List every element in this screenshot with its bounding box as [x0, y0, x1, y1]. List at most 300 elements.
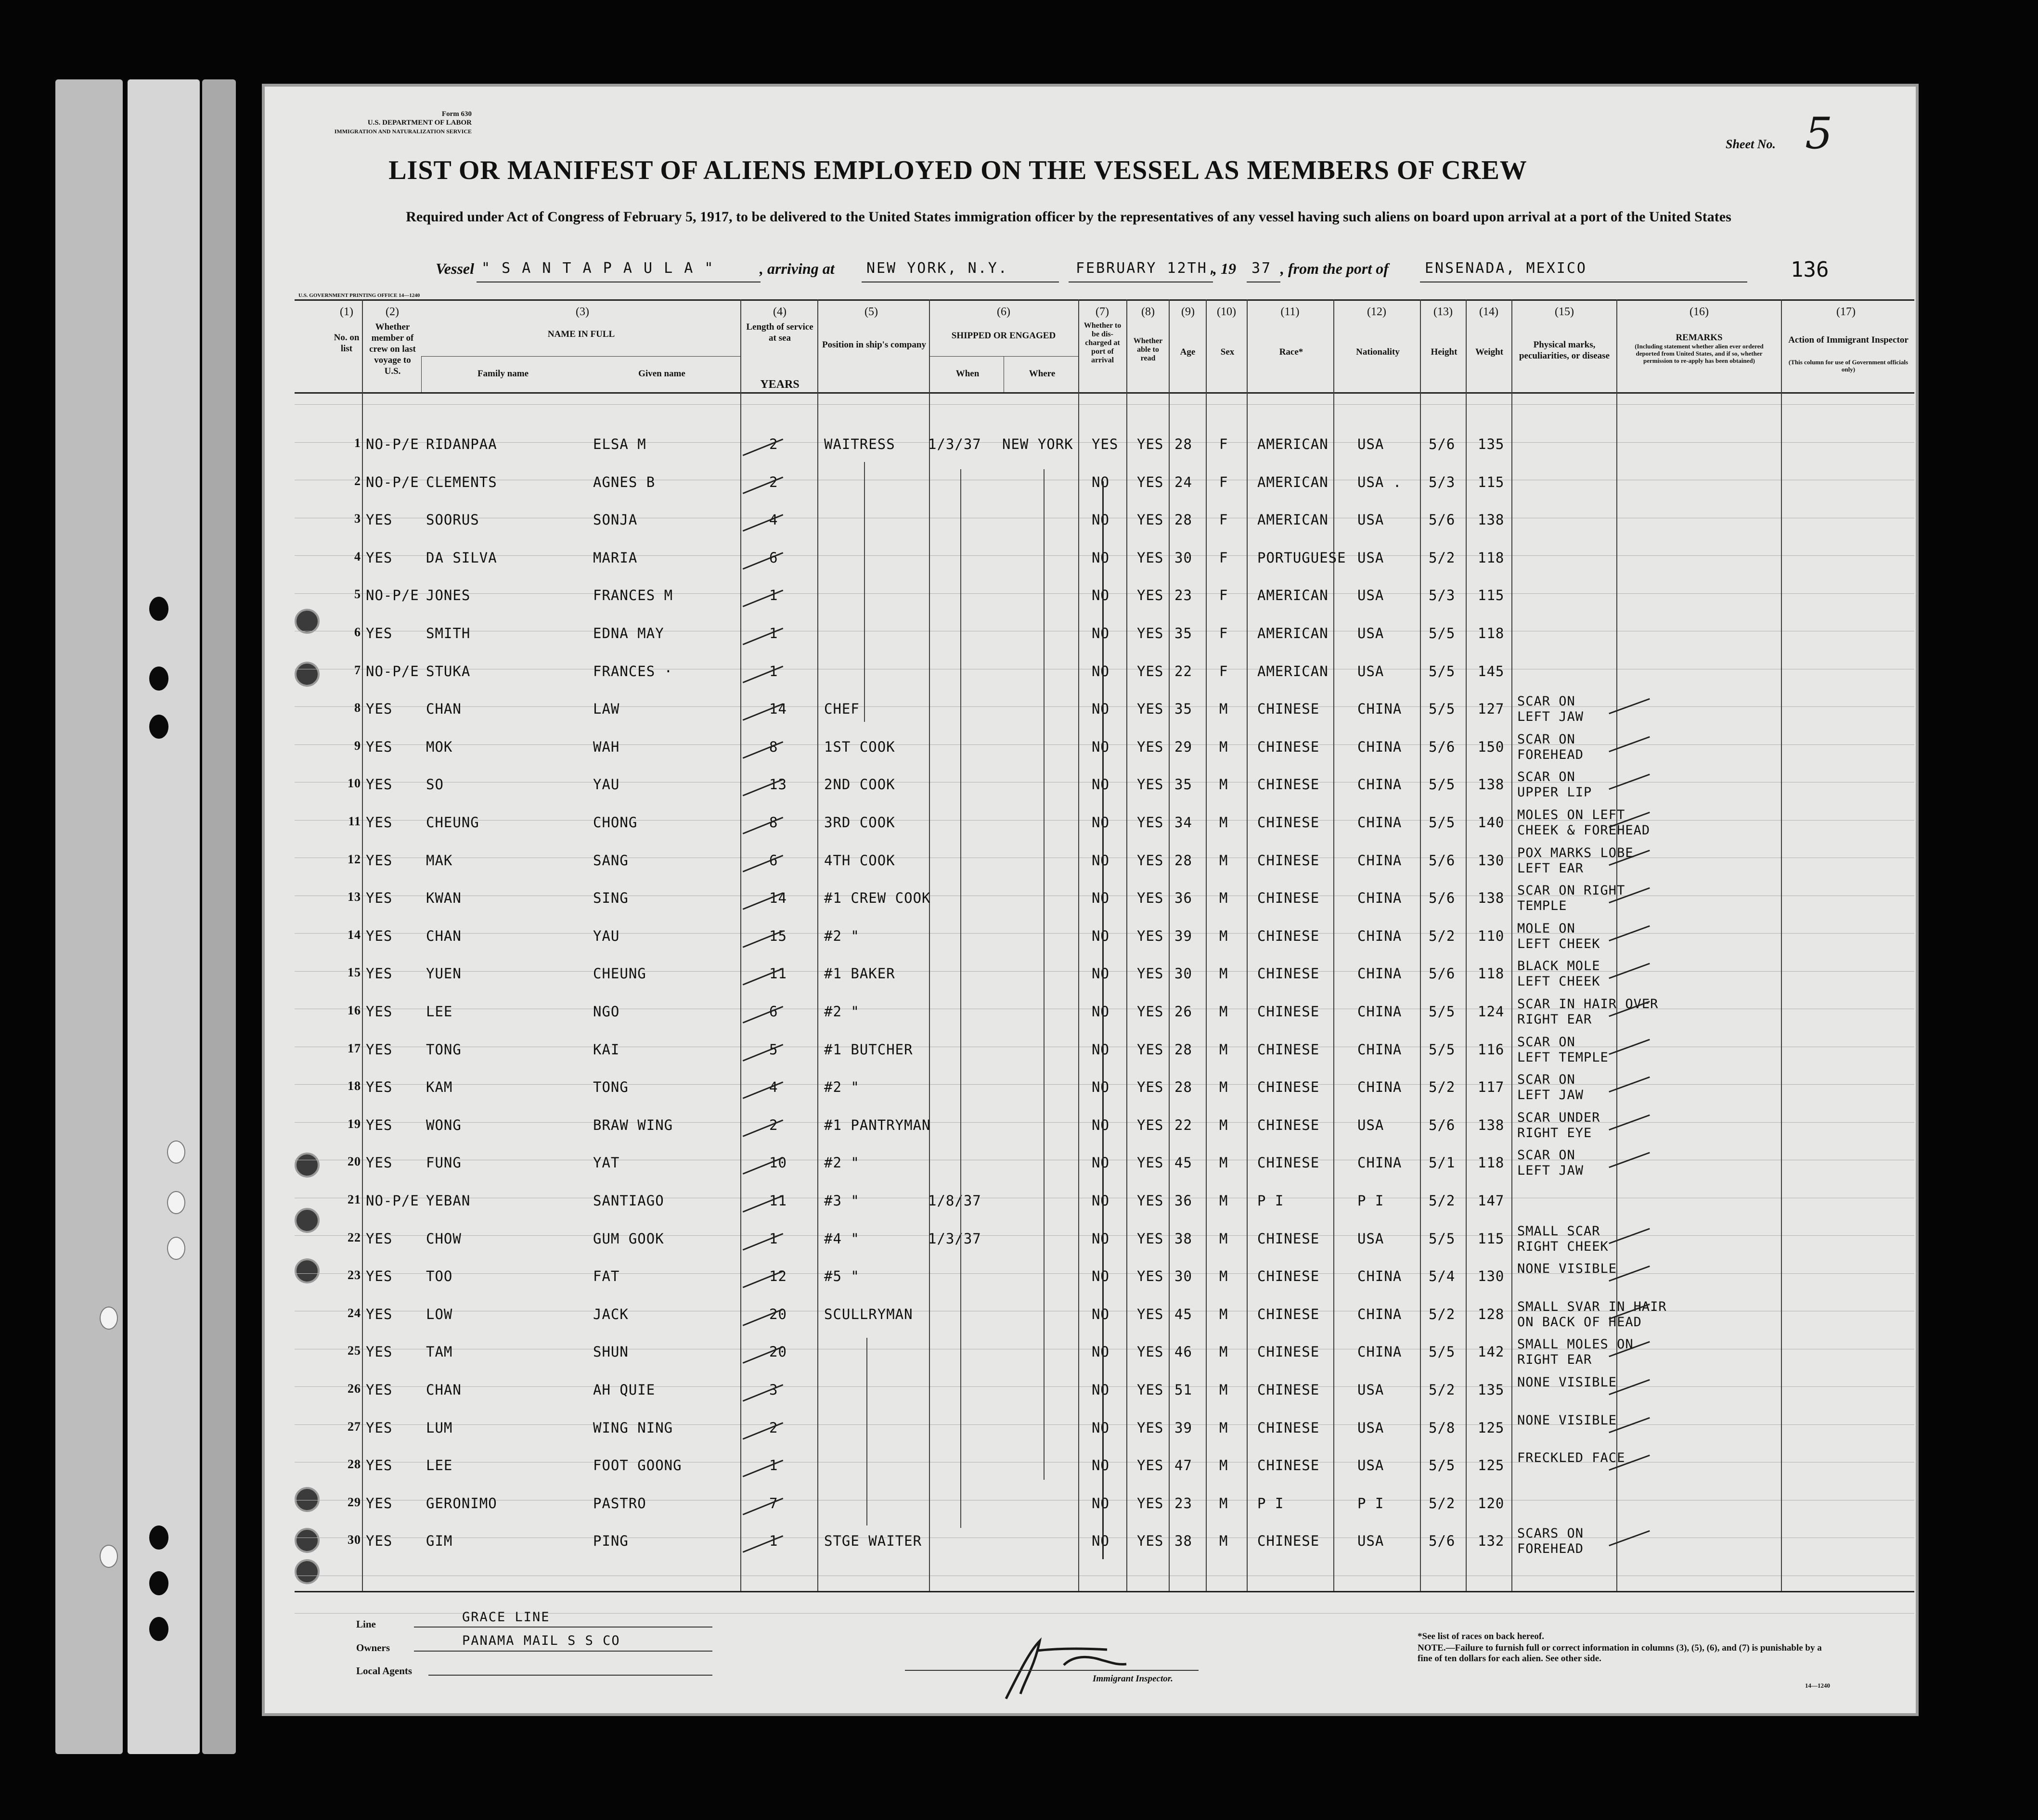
cell-row-number: 20 [348, 1154, 361, 1169]
line-value: GRACE LINE [462, 1610, 550, 1625]
cell-age: 45 [1174, 1154, 1192, 1171]
penalty-note: NOTE.—Failure to furnish full or correct information in columns (3), (5), (6), and (7) is punishable by a fine of ten dollars for each alien. See other side. [1418, 1643, 1822, 1664]
cell-nationality: USA [1357, 1116, 1384, 1133]
cell-member-last-voyage: NO-P/E [366, 587, 419, 604]
table-row [0, 845, 2038, 890]
table-row [0, 921, 2038, 965]
cell-race: P I [1257, 1192, 1284, 1209]
cell-weight: 115 [1478, 587, 1505, 604]
cell-years-at-sea: 8 [769, 738, 778, 755]
cell-height: 5/2 [1429, 1192, 1456, 1209]
cell-nationality: CHINA [1357, 814, 1402, 831]
cell-age: 24 [1174, 474, 1192, 490]
cell-height: 5/2 [1429, 927, 1456, 944]
cell-position: #2 " [824, 1079, 860, 1096]
cell-years-at-sea: 3 [769, 1382, 778, 1398]
cell-member-last-voyage: YES [366, 1419, 393, 1436]
cell-discharged: NO [1092, 1457, 1109, 1474]
header-age: Age [1180, 347, 1196, 357]
cell-sex: M [1219, 1268, 1228, 1285]
cell-weight: 125 [1478, 1419, 1505, 1436]
cell-discharged: NO [1092, 587, 1109, 604]
cell-height: 5/5 [1429, 663, 1456, 679]
cell-years-at-sea: 1 [769, 1457, 778, 1474]
cell-years-at-sea: 2 [769, 474, 778, 490]
cell-age: 45 [1174, 1306, 1192, 1322]
cell-nationality: CHINA [1357, 1344, 1402, 1360]
cell-age: 35 [1174, 776, 1192, 793]
cell-discharged: NO [1092, 625, 1109, 641]
header-position: Position in ship's company [822, 340, 926, 350]
cell-row-number: 28 [348, 1457, 361, 1472]
table-row [0, 512, 2038, 549]
year-prefix: , 19 [1213, 260, 1236, 277]
arrival-year: 37 [1251, 260, 1272, 277]
cell-family-name: TAM [426, 1344, 453, 1360]
cell-physical-marks: SCAR IN HAIR OVER RIGHT EAR [1517, 997, 1659, 1027]
cell-race: CHINESE [1257, 1533, 1320, 1550]
cell-years-at-sea: 10 [769, 1154, 787, 1171]
header-race: Race* [1279, 347, 1303, 357]
col-num-3: (3) [576, 306, 589, 318]
cell-age: 39 [1174, 927, 1192, 944]
cell-height: 5/2 [1429, 1382, 1456, 1398]
cell-discharged: NO [1092, 1230, 1109, 1247]
cell-weight: 110 [1478, 927, 1505, 944]
cell-able-to-read: YES [1137, 1041, 1164, 1058]
cell-race: CHINESE [1257, 1344, 1320, 1360]
cell-nationality: USA [1357, 1533, 1384, 1550]
cell-family-name: MOK [426, 738, 453, 755]
arriving-label: , arriving at [760, 260, 835, 277]
cell-physical-marks: SMALL MOLES ON RIGHT EAR [1517, 1337, 1634, 1368]
cell-family-name: STUKA [426, 663, 471, 679]
cell-row-number: 24 [348, 1306, 361, 1320]
cell-height: 5/5 [1429, 1041, 1456, 1058]
cell-weight: 140 [1478, 814, 1505, 831]
cell-years-at-sea: 2 [769, 1116, 778, 1133]
cell-weight: 115 [1478, 474, 1505, 490]
cell-age: 30 [1174, 549, 1192, 566]
cell-nationality: USA [1357, 1419, 1384, 1436]
cell-nationality: CHINA [1357, 701, 1402, 718]
cell-age: 22 [1174, 663, 1192, 679]
line-label: Line [356, 1618, 376, 1630]
cell-position: #1 CREW COOK [824, 890, 931, 907]
col-num-17: (17) [1836, 306, 1856, 318]
cell-discharged: NO [1092, 1192, 1109, 1209]
cell-nationality: CHINA [1357, 738, 1402, 755]
cell-member-last-voyage: NO-P/E [366, 1192, 419, 1209]
cell-family-name: KAM [426, 1079, 453, 1096]
cell-member-last-voyage: YES [366, 512, 393, 528]
cell-nationality: CHINA [1357, 927, 1402, 944]
col-num-9: (9) [1181, 306, 1195, 318]
cell-sex: M [1219, 701, 1228, 718]
cell-age: 46 [1174, 1344, 1192, 1360]
cell-weight: 135 [1478, 436, 1505, 452]
cell-weight: 128 [1478, 1306, 1505, 1322]
cell-weight: 120 [1478, 1495, 1505, 1512]
col-num-16: (16) [1690, 306, 1709, 318]
cell-weight: 138 [1478, 1116, 1505, 1133]
cell-row-number: 1 [354, 436, 361, 450]
cell-years-at-sea: 14 [769, 890, 787, 907]
cell-row-number: 23 [348, 1268, 361, 1282]
cell-years-at-sea: 1 [769, 1533, 778, 1550]
cell-sex: M [1219, 776, 1228, 793]
cell-family-name: DA SILVA [426, 549, 497, 566]
cell-position: CHEF [824, 701, 860, 718]
printer-mark: U.S. GOVERNMENT PRINTING OFFICE 14—1240 [298, 293, 420, 298]
cell-sex: F [1219, 512, 1228, 528]
local-agents-label: Local Agents [356, 1665, 413, 1677]
header-able-read: Whether able to read [1133, 337, 1163, 362]
cell-discharged: NO [1092, 1041, 1109, 1058]
header-action: Action of Immigrant Inspector [1788, 335, 1909, 345]
cell-able-to-read: YES [1137, 776, 1164, 793]
cell-shipped-where: NEW YORK [1002, 436, 1073, 452]
table-row [0, 731, 2038, 776]
cell-height: 5/5 [1429, 1003, 1456, 1020]
cell-position: 4TH COOK [824, 852, 895, 869]
cell-row-number: 10 [348, 776, 361, 791]
cell-able-to-read: YES [1137, 512, 1164, 528]
cell-sex: M [1219, 927, 1228, 944]
cell-race: CHINESE [1257, 965, 1320, 982]
sheet-number: 5 [1805, 108, 1833, 159]
cell-sex: F [1219, 663, 1228, 679]
cell-given-name: TONG [593, 1079, 629, 1096]
cell-member-last-voyage: YES [366, 852, 393, 869]
cell-discharged: NO [1092, 1306, 1109, 1322]
cell-age: 23 [1174, 1495, 1192, 1512]
cell-sex: M [1219, 1116, 1228, 1133]
cell-given-name: SANG [593, 852, 629, 869]
cell-member-last-voyage: YES [366, 549, 393, 566]
page-title: LIST OR MANIFEST OF ALIENS EMPLOYED ON THE VESSEL AS MEMBERS OF CREW [388, 155, 1527, 185]
cell-sex: M [1219, 1419, 1228, 1436]
cell-family-name: CHAN [426, 1382, 462, 1398]
cell-given-name: SHUN [593, 1344, 629, 1360]
cell-able-to-read: YES [1137, 1268, 1164, 1285]
cell-race: CHINESE [1257, 1457, 1320, 1474]
cell-discharged: NO [1092, 1344, 1109, 1360]
cell-race: CHINESE [1257, 1003, 1320, 1020]
table-row [0, 587, 2038, 625]
cell-given-name: FRANCES M [593, 587, 673, 604]
cell-given-name: AH QUIE [593, 1382, 656, 1398]
cell-nationality: CHINA [1357, 1268, 1402, 1285]
cell-discharged: NO [1092, 474, 1109, 490]
cell-years-at-sea: 15 [769, 927, 787, 944]
cell-years-at-sea: 6 [769, 549, 778, 566]
cell-given-name: SANTIAGO [593, 1192, 664, 1209]
cell-nationality: CHINA [1357, 776, 1402, 793]
cell-family-name: SOORUS [426, 512, 479, 528]
cell-position: #1 BUTCHER [824, 1041, 913, 1058]
cell-sex: F [1219, 549, 1228, 566]
cell-member-last-voyage: YES [366, 890, 393, 907]
cell-given-name: GUM GOOK [593, 1230, 664, 1247]
cell-weight: 118 [1478, 1154, 1505, 1171]
cell-discharged: NO [1092, 852, 1109, 869]
table-row [0, 436, 2038, 474]
cell-height: 5/6 [1429, 1533, 1456, 1550]
table-row [0, 1526, 2038, 1570]
owners-label: Owners [356, 1642, 390, 1653]
cell-given-name: JACK [593, 1306, 629, 1322]
cell-sex: M [1219, 1457, 1228, 1474]
header-years: YEARS [760, 378, 800, 391]
cell-age: 35 [1174, 701, 1192, 718]
cell-family-name: LEE [426, 1003, 453, 1020]
header-discharged: Whether to be dis-charged at port of arrival [1083, 321, 1122, 364]
table-row [0, 1261, 2038, 1306]
cell-able-to-read: YES [1137, 1533, 1164, 1550]
col-num-6: (6) [997, 306, 1010, 318]
cell-weight: 142 [1478, 1344, 1505, 1360]
cell-race: CHINESE [1257, 1230, 1320, 1247]
cell-row-number: 7 [354, 663, 361, 677]
cell-sex: M [1219, 1306, 1228, 1322]
cell-row-number: 30 [348, 1533, 361, 1547]
cell-height: 5/5 [1429, 814, 1456, 831]
cell-sex: F [1219, 587, 1228, 604]
cell-race: AMERICAN [1257, 587, 1329, 604]
header-nationality: Nationality [1356, 347, 1400, 357]
table-row [0, 769, 2038, 814]
cell-height: 5/3 [1429, 474, 1456, 490]
header-where: Where [1029, 369, 1056, 379]
cell-discharged: NO [1092, 814, 1109, 831]
cell-physical-marks: SCAR ON LEFT JAW [1517, 1148, 1584, 1179]
cell-age: 28 [1174, 852, 1192, 869]
cell-race: CHINESE [1257, 890, 1320, 907]
cell-weight: 147 [1478, 1192, 1505, 1209]
cell-discharged: NO [1092, 512, 1109, 528]
cell-discharged: NO [1092, 776, 1109, 793]
cell-given-name: WING NING [593, 1419, 673, 1436]
cell-discharged: NO [1092, 549, 1109, 566]
cell-years-at-sea: 6 [769, 852, 778, 869]
cell-age: 30 [1174, 1268, 1192, 1285]
cell-physical-marks: SMALL SVAR IN HAIR ON BACK OF HEAD [1517, 1299, 1667, 1330]
cell-nationality: CHINA [1357, 852, 1402, 869]
table-row [0, 694, 2038, 738]
cell-family-name: SO [426, 776, 444, 793]
cell-row-number: 13 [348, 890, 361, 904]
header-shipped-engaged: SHIPPED OR ENGAGED [951, 331, 1056, 341]
cell-height: 5/6 [1429, 965, 1456, 982]
cell-height: 5/5 [1429, 776, 1456, 793]
cell-given-name: FAT [593, 1268, 620, 1285]
table-row [0, 959, 2038, 1003]
cell-years-at-sea: 2 [769, 1419, 778, 1436]
cell-discharged: NO [1092, 1079, 1109, 1096]
header-action-sub: (This column for use of Government officials only) [1788, 359, 1909, 373]
cell-weight: 132 [1478, 1533, 1505, 1550]
cell-given-name: WAH [593, 738, 620, 755]
cell-age: 30 [1174, 965, 1192, 982]
header-physical-marks: Physical marks, peculiarities, or disease [1519, 340, 1610, 361]
cell-age: 39 [1174, 1419, 1192, 1436]
col-num-2: (2) [386, 306, 399, 318]
cell-sex: F [1219, 625, 1228, 641]
header-remarks: REMARKS [1676, 333, 1723, 343]
cell-family-name: CHAN [426, 701, 462, 718]
cell-nationality: USA [1357, 436, 1384, 452]
cell-nationality: CHINA [1357, 1154, 1402, 1171]
cell-weight: 124 [1478, 1003, 1505, 1020]
cell-years-at-sea: 8 [769, 814, 778, 831]
cell-given-name: CHEUNG [593, 965, 646, 982]
table-row [0, 1375, 2038, 1419]
cell-nationality: USA [1357, 1230, 1384, 1247]
cell-able-to-read: YES [1137, 1230, 1164, 1247]
table-row [0, 625, 2038, 663]
cell-race: AMERICAN [1257, 512, 1329, 528]
cell-able-to-read: YES [1137, 436, 1164, 452]
cell-weight: 115 [1478, 1230, 1505, 1247]
cell-weight: 138 [1478, 776, 1505, 793]
cell-physical-marks: SCAR ON LEFT JAW [1517, 694, 1584, 725]
cell-years-at-sea: 14 [769, 701, 787, 718]
cell-physical-marks: NONE VISIBLE [1517, 1261, 1617, 1277]
cell-race: CHINESE [1257, 1079, 1320, 1096]
cell-family-name: RIDANPAA [426, 436, 497, 452]
cell-sex: M [1219, 1382, 1228, 1398]
cell-years-at-sea: 5 [769, 1041, 778, 1058]
cell-row-number: 15 [348, 965, 361, 980]
cell-discharged: NO [1092, 965, 1109, 982]
cell-nationality: CHINA [1357, 1003, 1402, 1020]
cell-row-number: 2 [354, 474, 361, 488]
cell-weight: 118 [1478, 625, 1505, 641]
cell-age: 47 [1174, 1457, 1192, 1474]
table-row [0, 1192, 2038, 1230]
cell-nationality: USA [1357, 625, 1384, 641]
cell-height: 5/6 [1429, 1116, 1456, 1133]
cell-years-at-sea: 1 [769, 663, 778, 679]
cell-given-name: YAT [593, 1154, 620, 1171]
cell-able-to-read: YES [1137, 1495, 1164, 1512]
cell-physical-marks: NONE VISIBLE [1517, 1375, 1617, 1390]
cell-years-at-sea: 1 [769, 625, 778, 641]
cell-sex: F [1219, 474, 1228, 490]
cell-family-name: GIM [426, 1533, 453, 1550]
cell-age: 51 [1174, 1382, 1192, 1398]
cell-able-to-read: YES [1137, 663, 1164, 679]
cell-physical-marks: SCAR ON UPPER LIP [1517, 769, 1592, 800]
cell-age: 36 [1174, 1192, 1192, 1209]
cell-weight: 118 [1478, 965, 1505, 982]
cell-discharged: NO [1092, 1419, 1109, 1436]
header-no-on-list: No. on list [334, 333, 360, 354]
cell-given-name: YAU [593, 776, 620, 793]
cell-years-at-sea: 6 [769, 1003, 778, 1020]
cell-family-name: LEE [426, 1457, 453, 1474]
cell-discharged: NO [1092, 927, 1109, 944]
header-sex: Sex [1220, 347, 1235, 357]
cell-physical-marks: BLACK MOLE LEFT CHEEK [1517, 959, 1600, 989]
cell-row-number: 16 [348, 1003, 361, 1017]
cell-age: 28 [1174, 512, 1192, 528]
cell-nationality: USA [1357, 549, 1384, 566]
cell-age: 38 [1174, 1230, 1192, 1247]
cell-physical-marks: SCARS ON FOREHEAD [1517, 1526, 1584, 1557]
cell-position: #1 PANTRYMAN [824, 1116, 931, 1133]
cell-race: PORTUGUESE [1257, 549, 1346, 566]
cell-row-number: 8 [354, 701, 361, 715]
cell-years-at-sea: 4 [769, 1079, 778, 1096]
cell-given-name: AGNES B [593, 474, 656, 490]
cell-shipped-when: 1/8/37 [928, 1192, 981, 1209]
cell-years-at-sea: 12 [769, 1268, 787, 1285]
cell-discharged: NO [1092, 1003, 1109, 1020]
cell-family-name: YEBAN [426, 1192, 471, 1209]
cell-given-name: CHONG [593, 814, 638, 831]
table-row [0, 997, 2038, 1041]
vessel-name: " S A N T A P A U L A " [481, 260, 715, 277]
table-row [0, 1148, 2038, 1192]
cell-nationality: USA [1357, 1457, 1384, 1474]
cell-sex: M [1219, 1154, 1228, 1171]
cell-sex: M [1219, 1533, 1228, 1550]
cell-row-number: 25 [348, 1344, 361, 1358]
cell-years-at-sea: 11 [769, 1192, 787, 1209]
cell-row-number: 12 [348, 852, 361, 866]
cell-weight: 116 [1478, 1041, 1505, 1058]
cell-given-name: SING [593, 890, 629, 907]
cell-able-to-read: YES [1137, 852, 1164, 869]
table-row [0, 1299, 2038, 1344]
cell-family-name: CHEUNG [426, 814, 479, 831]
cell-race: CHINESE [1257, 1116, 1320, 1133]
cell-sex: M [1219, 1344, 1228, 1360]
cell-family-name: TOO [426, 1268, 453, 1285]
cell-nationality: CHINA [1357, 1079, 1402, 1096]
cell-given-name: NGO [593, 1003, 620, 1020]
cell-position: WAITRESS [824, 436, 895, 452]
cell-race: AMERICAN [1257, 625, 1329, 641]
cell-nationality: CHINA [1357, 1041, 1402, 1058]
cell-height: 5/5 [1429, 625, 1456, 641]
cell-member-last-voyage: YES [366, 738, 393, 755]
cell-height: 5/6 [1429, 512, 1456, 528]
inspector-signature [992, 1622, 1155, 1708]
cell-weight: 138 [1478, 890, 1505, 907]
cell-member-last-voyage: YES [366, 1230, 393, 1247]
cell-height: 5/6 [1429, 738, 1456, 755]
cell-height: 5/2 [1429, 1495, 1456, 1512]
owners-value: PANAMA MAIL S S CO [462, 1633, 620, 1648]
cell-able-to-read: YES [1137, 1192, 1164, 1209]
cell-age: 28 [1174, 436, 1192, 452]
cell-able-to-read: YES [1137, 474, 1164, 490]
header-weight: Weight [1475, 347, 1504, 357]
cell-member-last-voyage: YES [366, 1495, 393, 1512]
cell-height: 5/2 [1429, 1079, 1456, 1096]
cell-given-name: PASTRO [593, 1495, 646, 1512]
races-note: *See list of races on back hereof. [1418, 1631, 1544, 1641]
cell-nationality: USA [1357, 1382, 1384, 1398]
cell-age: 38 [1174, 1533, 1192, 1550]
cell-age: 28 [1174, 1079, 1192, 1096]
cell-position: #4 " [824, 1230, 860, 1247]
cell-able-to-read: YES [1137, 927, 1164, 944]
cell-member-last-voyage: YES [366, 1041, 393, 1058]
